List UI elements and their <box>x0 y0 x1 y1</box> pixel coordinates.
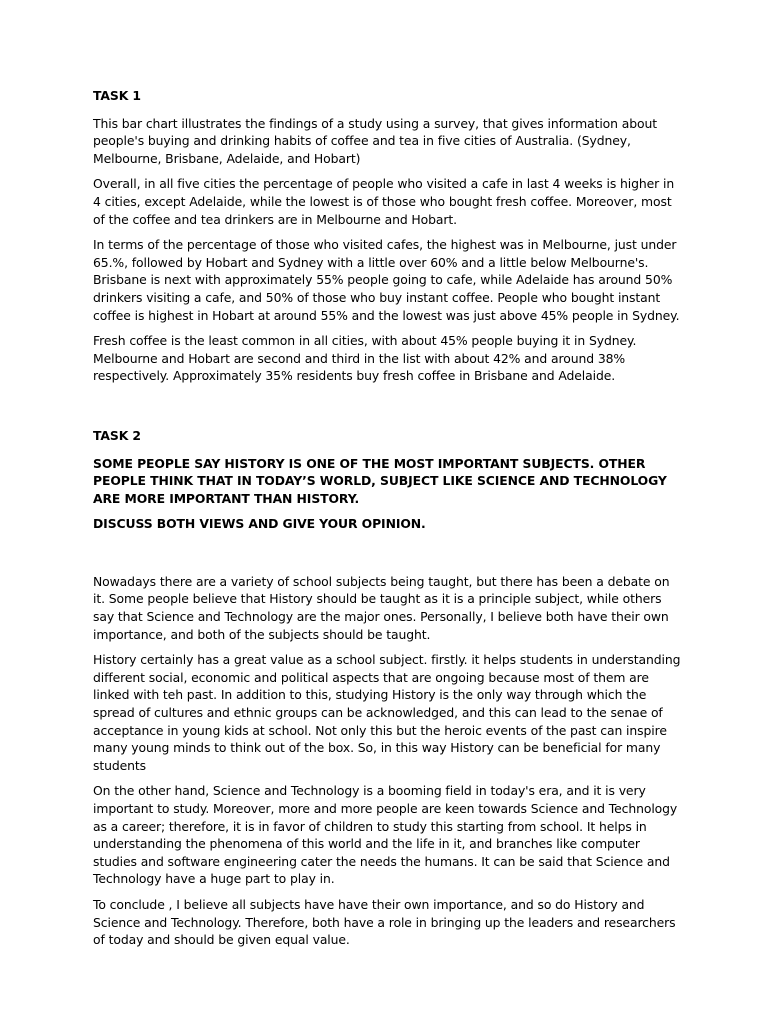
task1-paragraph-2: Overall, in all five cities the percentage of people who visited a cafe in last 4 weeks is higher in 4 cities, except Adelaide, while the lowest is of those who bought fresh coffee. Moreover, most of the coffee and tea drinkers are in Melbourne and Hobart. <box>93 176 675 227</box>
essay-body-history: History certainly has a great value as a school subject. firstly. it helps students in understanding different social, economic and political aspects that are ongoing because most of them are linked with teh past. In addition to this, studying History is the only way through which the spread of cultures and ethnic groups can be acknowledged, and this can lead to the senae of acceptance in young kids at school. Not only this but the heroic events of the past can inspire many young minds to think out of the box. So, in this way History can be beneficial for many students <box>93 652 681 773</box>
essay-spacer <box>93 541 683 573</box>
document-body <box>93 87 683 957</box>
task2-prompt: SOME PEOPLE SAY HISTORY IS ONE OF THE MOST IMPORTANT SUBJECTS. OTHER PEOPLE THINK THAT IN TODAY’S WORLD, SUBJECT LIKE SCIENCE AND TECHNOLOGY ARE MORE IMPORTANT THAN HISTORY. <box>93 455 667 506</box>
task1-paragraph-1: This bar chart illustrates the findings of a study using a survey, that gives information about people's buying and drinking habits of coffee and tea in five cities of Australia. (Sydney, Melbourne, Brisbane, Adelaide, and Hobart) <box>93 115 657 166</box>
task2-heading: TASK 2 <box>93 427 141 443</box>
essay-body-science: On the other hand, Science and Technology is a booming field in today's era, and it is very important to study. Moreover, more and more people are keen towards Science and Technology as a career; therefore, it is in favor of children to study this starting from school. It helps in understanding the phenomena of this world and the life in it, and branches like computer studies and software engineering cater the needs the humans. It can be said that Science and Technology have a huge part to play in. <box>93 783 678 887</box>
task1-paragraph-4: Fresh coffee is the least common in all cities, with about 45% people buying it in Sydney. Melbourne and Hobart are second and third in the list with about 42% and around 38% respectively. Approximately 35% residents buy fresh coffee in Brisbane and Adelaide. <box>93 333 637 384</box>
task1-paragraph-3: In terms of the percentage of those who visited cafes, the highest was in Melbourne, just under 65.%, followed by Hobart and Sydney with a little over 60% and a little below Melbourne's. Brisbane is next with approximately 55% people going to cafe, while Adelaide has around 50% drinkers visiting a cafe, and 50% of those who buy instant coffee. People who bought instant coffee is highest in Hobart at around 55% and the lowest was just above 45% people in Sydney. <box>93 237 680 323</box>
essay-introduction: Nowadays there are a variety of school subjects being taught, but there has been a debate on it. Some people believe that History should be taught as it is a principle subject, while others say that Science and Technology are the major ones. Personally, I believe both have their own importance, and both of the subjects should be taught. <box>93 573 670 642</box>
task1-heading: TASK 1 <box>93 88 141 103</box>
essay-conclusion: To conclude , I believe all subjects have have their own importance, and so do History and Science and Technology. Therefore, both have a role in bringing up the leaders and researchers of today and should be given equal value. <box>93 896 676 948</box>
section-spacer <box>93 393 683 427</box>
task2-instruction: DISCUSS BOTH VIEWS AND GIVE YOUR OPINION. <box>93 516 426 532</box>
